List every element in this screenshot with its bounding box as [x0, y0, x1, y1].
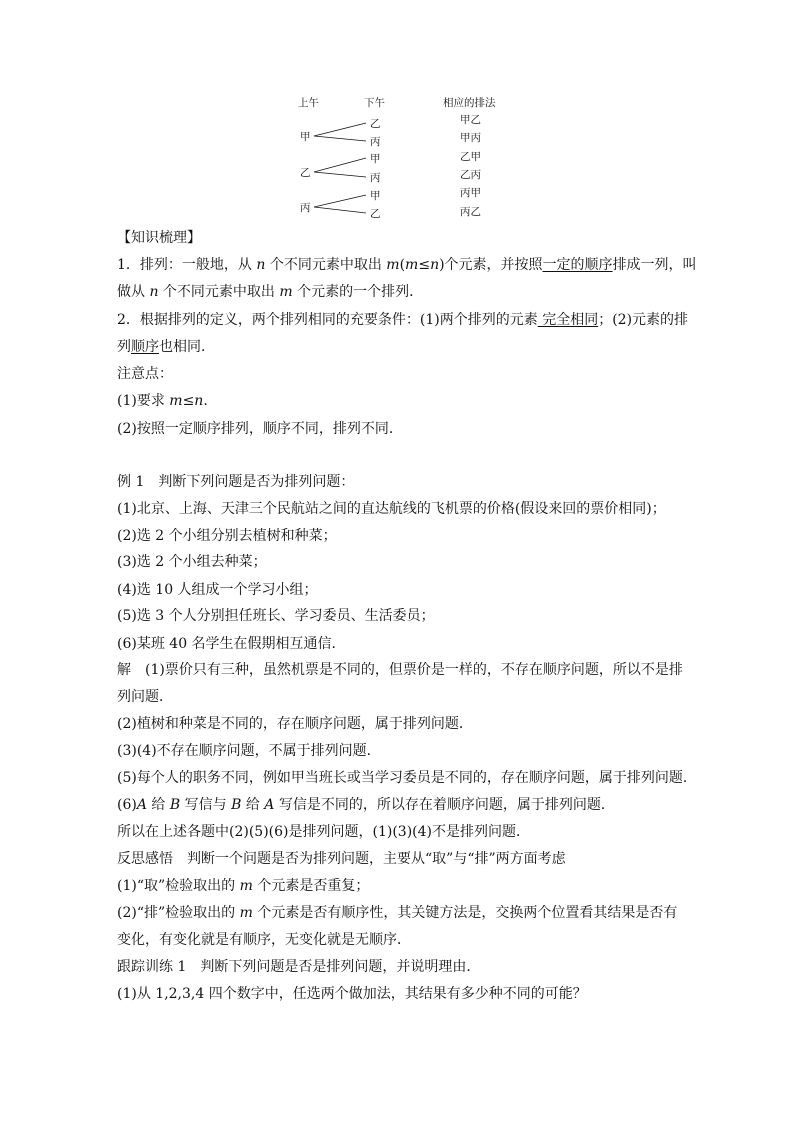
tree-node-level1: 甲 [300, 131, 311, 143]
tree-diagram [290, 92, 520, 222]
tree-header-result: 相应的排法 [443, 97, 496, 109]
tree-node-level2: 丙 [370, 136, 381, 148]
tree-node-level2: 甲 [370, 153, 381, 165]
knowledge-heading: 【知识梳理】 [117, 230, 201, 246]
tree-branch [314, 195, 366, 207]
example-title: 例 1 判断下列问题是否为排列问题： [117, 474, 355, 490]
tree-result: 乙甲 [460, 151, 481, 163]
underlined-term: 一定的顺序 [542, 257, 613, 273]
tree-node-level2: 乙 [370, 208, 381, 220]
note-2: (2)按照一定顺序排列，顺序不同，排列不同． [117, 421, 403, 437]
knowledge-item-1-line-2: 做从 n 个不同元素中取出 m 个元素的一个排列． [117, 284, 424, 300]
tree-branch [314, 123, 366, 136]
tree-branch [314, 136, 366, 141]
reflection-point-1: (1)“取”检验取出的 m 个元素是否重复； [117, 878, 370, 894]
example-question-2: (2)选 2 个小组分别去植树和种菜； [117, 528, 337, 544]
tree-node-level2: 乙 [370, 118, 381, 130]
solution-line-6: (6)A 给 B 写信与 B 给 A 写信是不同的，所以存在着顺序问题，属于排列问题． [117, 797, 615, 813]
example-question-5: (5)选 3 个人分别担任班长、学习委员、生活委员； [117, 608, 435, 624]
tree-branch [314, 158, 366, 172]
solution-line-2: 列问题． [117, 689, 173, 705]
underlined-term: 完全相同 [537, 312, 599, 328]
tree-node-level2: 甲 [370, 190, 381, 202]
tree-node-level2: 丙 [370, 172, 381, 184]
tree-header-afternoon: 下午 [364, 97, 385, 109]
tree-result: 丙甲 [460, 187, 481, 199]
tree-branch [314, 172, 366, 177]
example-question-4: (4)选 10 人组成一个学习小组； [117, 582, 318, 598]
example-question-6: (6)某班 40 名学生在假期相互通信． [117, 636, 346, 652]
knowledge-item-2-line-1: 2．根据排列的定义，两个排列相同的充要条件：(1)两个排列的元素 完全相同；(2)元素的排 [117, 312, 689, 328]
example-question-3: (3)选 2 个小组去种菜； [117, 554, 267, 570]
reflection-point-2-cont: 变化，有变化就是有顺序，无变化就是无顺序． [117, 932, 411, 948]
practice-question-1: (1)从 1,2,3,4 四个数字中，任选两个做加法，其结果有多少种不同的可能？ [117, 986, 587, 1002]
knowledge-item-1-line-1: 1．排列：一般地，从 n 个不同元素中取出 m(m≤n)个元素，并按照一定的顺序排成一列，叫 [117, 257, 697, 273]
solution-line-4: (3)(4)不存在顺序问题，不属于排列问题． [117, 743, 381, 759]
tree-result: 甲乙 [460, 114, 481, 126]
solution-line-5: (5)每个人的职务不同，例如甲当班长或当学习委员是不同的，存在顺序问题，属于排列问题． [117, 770, 697, 786]
note-title: 注意点： [117, 366, 173, 382]
underlined-term: 顺序 [131, 339, 159, 355]
tree-result: 乙丙 [460, 169, 481, 181]
knowledge-item-2-line-2: 列顺序也相同． [117, 339, 215, 355]
tree-result: 甲丙 [460, 132, 481, 144]
reflection-point-2: (2)“排”检验取出的 m 个元素是否有顺序性，其关键方法是，交换两个位置看其结果是否有 [117, 905, 678, 921]
tree-result: 丙乙 [460, 206, 481, 218]
solution-conclusion: 所以在上述各题中(2)(5)(6)是排列问题，(1)(3)(4)不是排列问题． [117, 824, 530, 840]
reflection-title: 反思感悟 判断一个问题是否为排列问题，主要从“取”与“排”两方面考虑 [117, 851, 566, 867]
tree-node-level1: 乙 [300, 167, 311, 179]
solution-line-3: (2)植树和种菜是不同的，存在顺序问题，属于排列问题． [117, 716, 473, 732]
note-1: (1)要求 m≤n. [117, 393, 208, 409]
solution-line-1: 解 (1)票价只有三种，虽然机票是不同的，但票价是一样的，不存在顺序问题，所以不是排 [117, 662, 683, 678]
practice-title: 跟踪训练 1 判断下列问题是否是排列问题，并说明理由． [117, 959, 481, 975]
tree-branch [314, 207, 366, 213]
tree-node-level1: 丙 [300, 202, 311, 214]
tree-header-morning: 上午 [298, 97, 319, 109]
example-question-1: (1)北京、上海、天津三个民航站之间的直达航线的飞机票的价格(假设来回的票价相同)； [117, 501, 666, 517]
